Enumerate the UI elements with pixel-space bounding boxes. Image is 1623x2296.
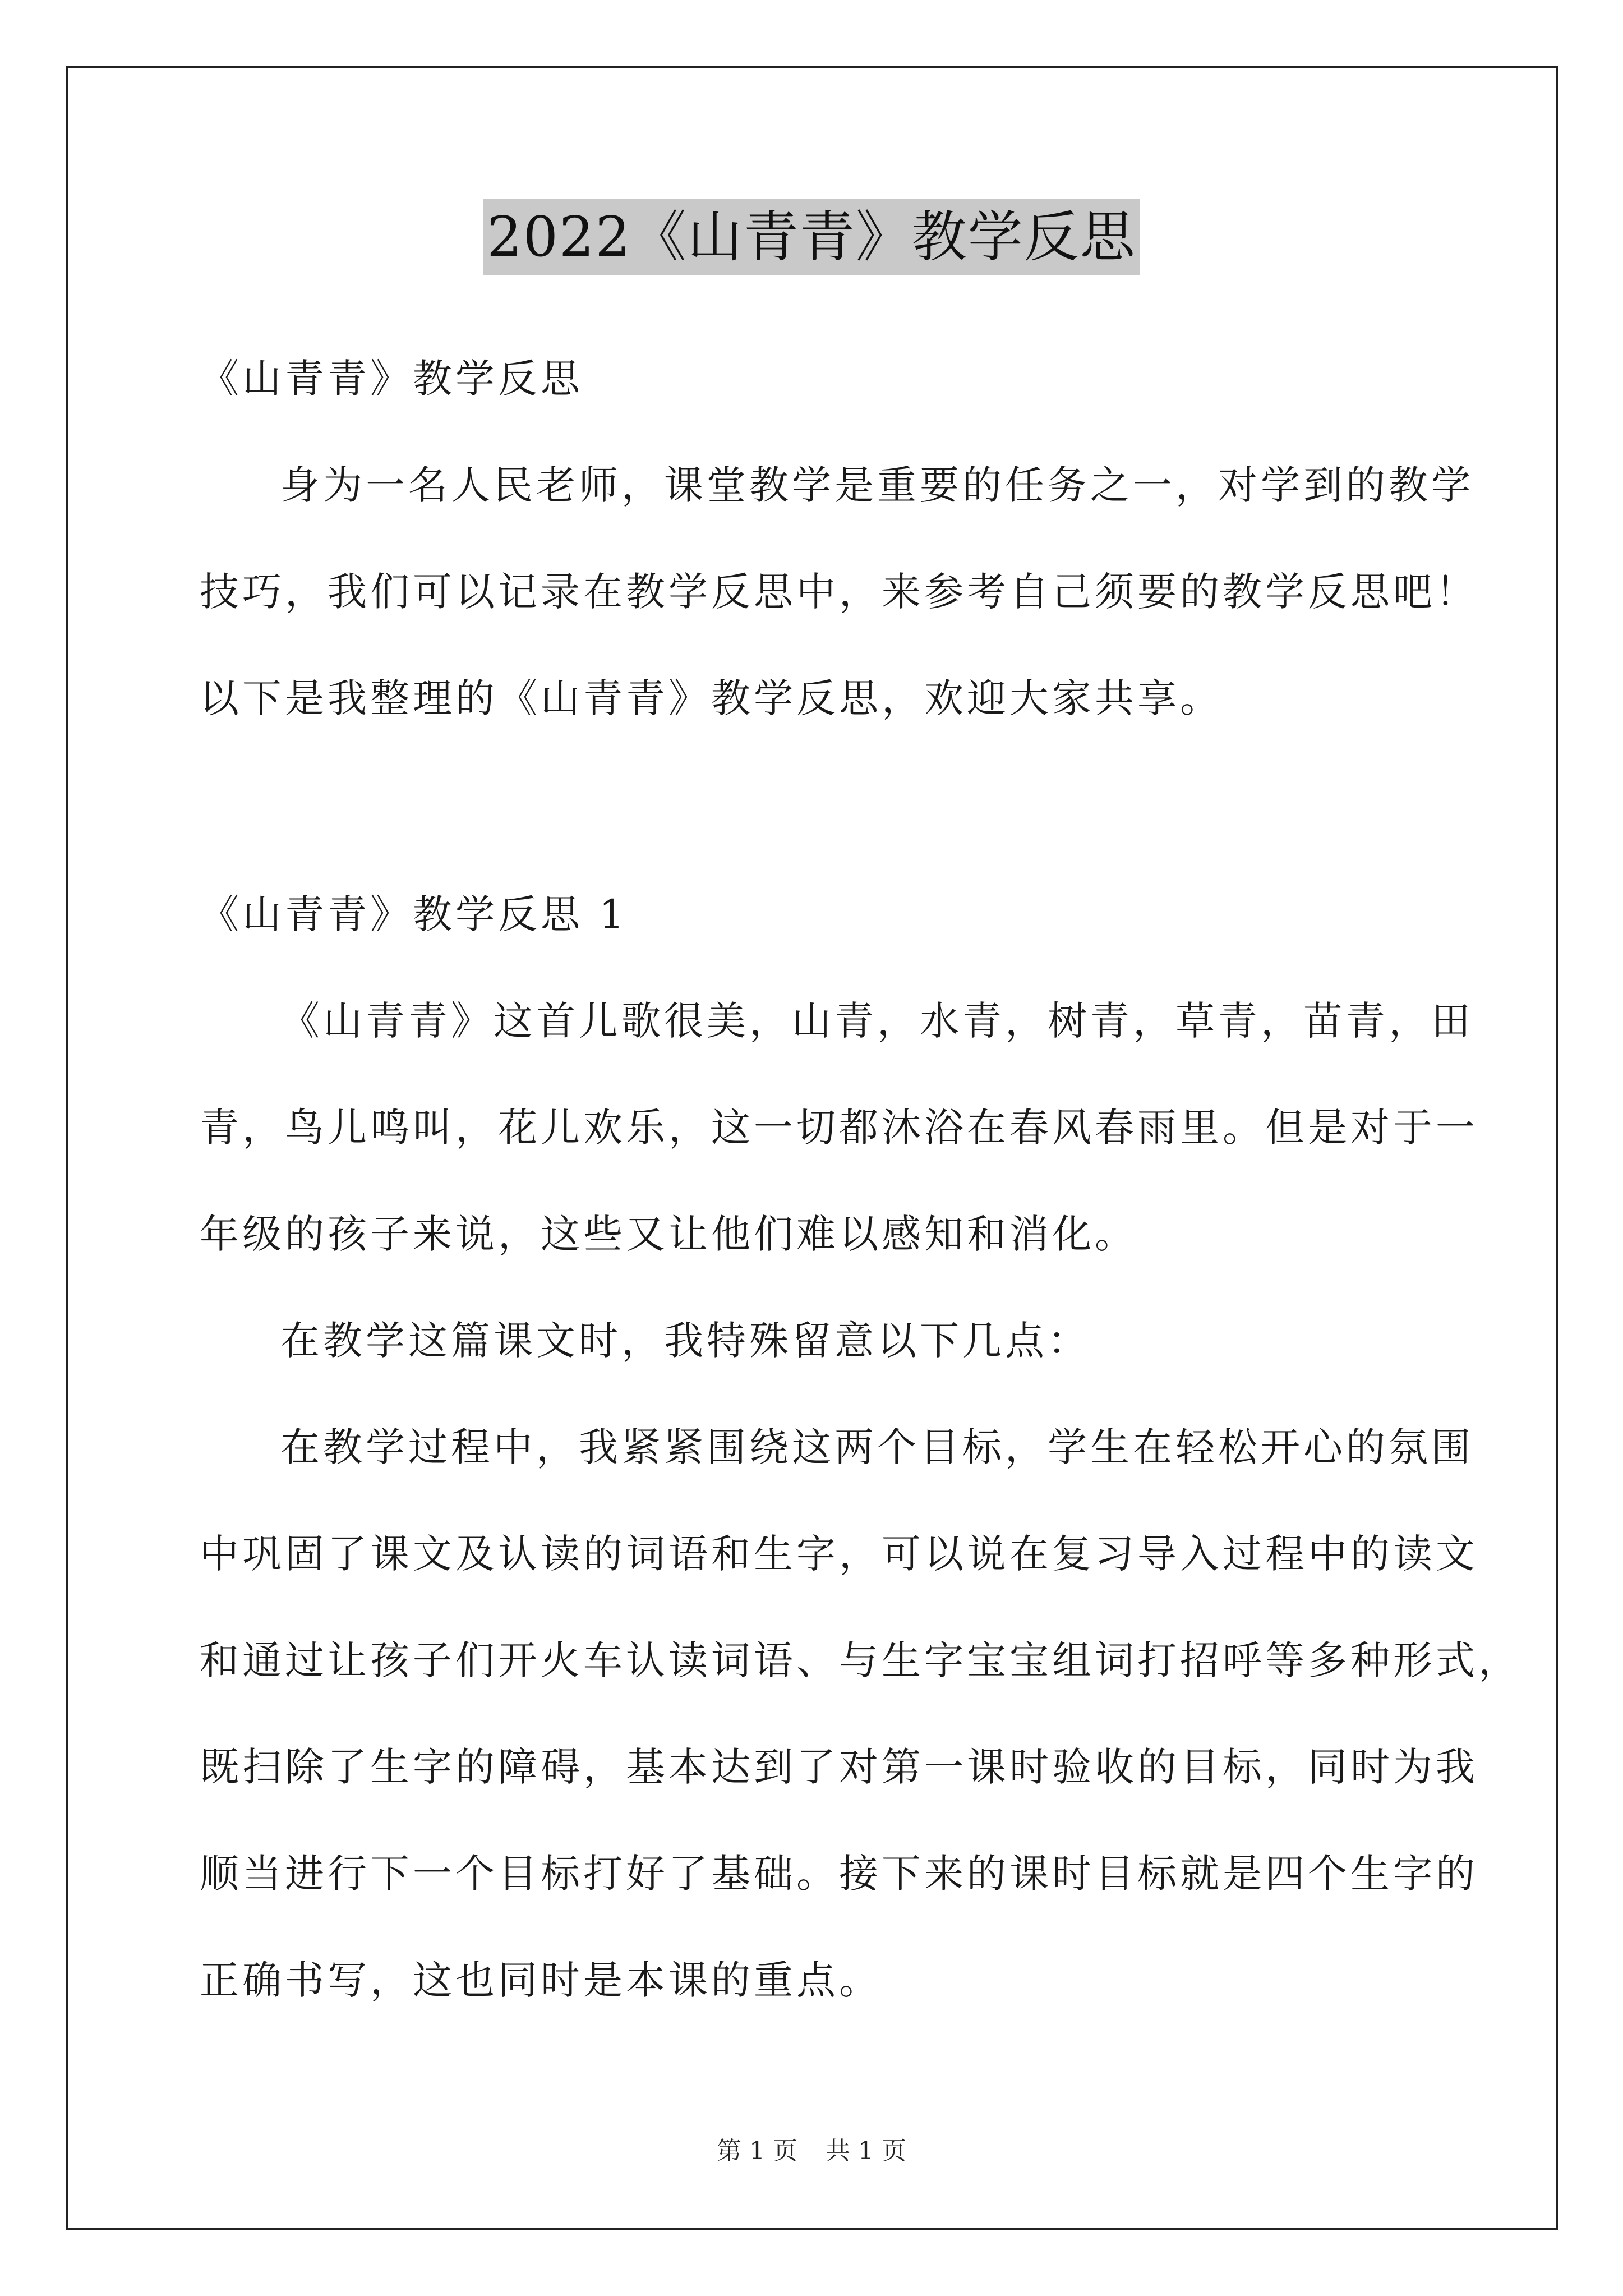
paragraph-line: 青，鸟儿鸣叫，花儿欢乐，这一切都沐浴在春风春雨里。但是对于一 <box>200 1105 1478 1151</box>
paragraph-line: 《山青青》这首儿歌很美，山青，水青，树青，草青，苗青，田 <box>280 998 1474 1044</box>
paragraph-line: 在教学这篇课文时，我特殊留意以下几点： <box>280 1318 1090 1364</box>
intro-line: 技巧，我们可以记录在教学反思中，来参考自己须要的教学反思吧！ <box>200 569 1478 615</box>
section-heading: 《山青青》教学反思 1 <box>200 891 628 937</box>
page-total: 共 1 页 <box>826 2137 906 2165</box>
intro-line: 以下是我整理的《山青青》教学反思，欢迎大家共享。 <box>200 675 1223 721</box>
paragraph-line: 既扫除了生字的障碍，基本达到了对第一课时验收的目标，同时为我 <box>200 1744 1478 1790</box>
paragraph-line: 在教学过程中，我紧紧围绕这两个目标，学生在轻松开心的氛围 <box>280 1424 1474 1470</box>
title-container <box>0 199 1623 275</box>
paragraph-line: 中巩固了课文及认读的词语和生字，可以说在复习导入过程中的读文 <box>200 1531 1478 1577</box>
paragraph-line: 年级的孩子来说，这些又让他们难以感知和消化。 <box>200 1211 1137 1257</box>
document-title: 2022《山青青》教学反思 <box>483 199 1139 275</box>
page-number: 第 1 页 <box>717 2137 797 2165</box>
paragraph-line: 顺当进行下一个目标打好了基础。接下来的课时目标就是四个生字的 <box>200 1851 1478 1897</box>
document-subtitle: 《山青青》教学反思 <box>200 356 583 402</box>
paragraph-line: 和通过让孩子们开火车认读词语、与生字宝宝组词打招呼等多种形式， <box>200 1637 1521 1683</box>
page-footer <box>0 2134 1623 2168</box>
paragraph-line: 正确书写，这也同时是本课的重点。 <box>200 1957 882 2003</box>
intro-line: 身为一名人民老师，课堂教学是重要的任务之一，对学到的教学 <box>280 462 1474 508</box>
